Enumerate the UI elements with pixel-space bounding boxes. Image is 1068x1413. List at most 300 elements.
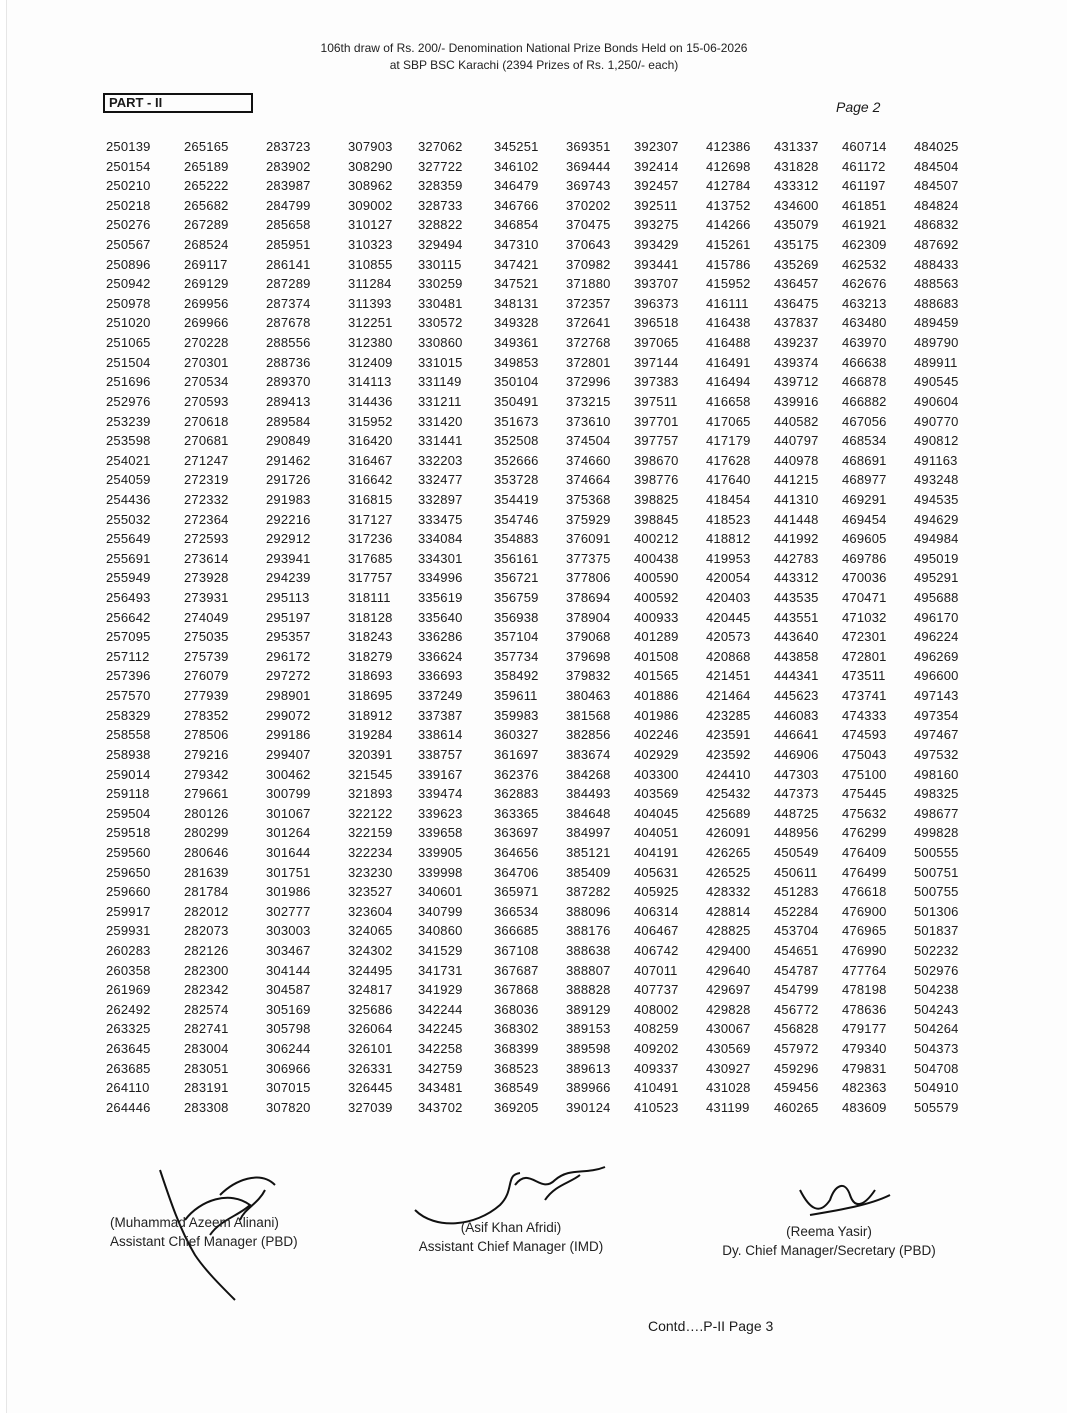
table-row (106, 1098, 966, 1118)
prize-number: 393707 (634, 276, 679, 292)
signature-3 (790, 1170, 900, 1230)
prize-number: 475632 (842, 805, 887, 821)
prize-number: 362883 (494, 786, 539, 802)
prize-number: 312409 (348, 354, 393, 370)
prize-number: 372768 (566, 335, 611, 351)
signatory-name: (Reema Yasir) (786, 1224, 872, 1239)
prize-number: 259660 (106, 884, 151, 900)
prize-number: 283723 (266, 139, 311, 154)
prize-number: 436457 (774, 276, 819, 292)
table-row (106, 647, 966, 667)
prize-number: 488683 (914, 295, 959, 311)
prize-number: 291726 (266, 472, 311, 488)
prize-number: 388828 (566, 982, 611, 998)
prize-number: 468691 (842, 452, 887, 468)
prize-number: 297272 (266, 668, 311, 684)
prize-number: 475100 (842, 766, 887, 782)
prize-number: 361697 (494, 746, 539, 762)
table-row (106, 627, 966, 647)
prize-number: 323604 (348, 903, 393, 919)
prize-number: 335619 (418, 590, 463, 606)
prize-number: 448956 (774, 825, 819, 841)
prize-number: 331149 (418, 374, 462, 390)
prize-number: 312251 (348, 315, 393, 331)
prize-number: 317685 (348, 550, 393, 566)
prize-number: 396373 (634, 295, 679, 311)
prize-number: 263325 (106, 1021, 151, 1037)
prize-number: 282300 (184, 962, 229, 978)
prize-number: 466878 (842, 374, 887, 390)
prize-number: 390124 (566, 1099, 611, 1115)
prize-number: 501306 (914, 903, 959, 919)
prize-number: 484025 (914, 139, 959, 154)
prize-number: 356759 (494, 590, 539, 606)
prize-number: 254059 (106, 472, 151, 488)
prize-number: 281639 (184, 864, 229, 880)
prize-number: 300799 (266, 786, 311, 802)
prize-number: 349361 (494, 335, 539, 351)
prize-number: 374504 (566, 433, 611, 449)
prize-number: 258938 (106, 746, 151, 762)
prize-number: 294239 (266, 570, 311, 586)
table-row (106, 176, 966, 196)
prize-number: 476990 (842, 942, 887, 958)
prize-number: 468534 (842, 433, 887, 449)
prize-number: 357104 (494, 629, 539, 645)
prize-number: 310127 (348, 217, 393, 233)
prize-number: 439237 (774, 335, 819, 351)
prize-number: 341731 (418, 962, 463, 978)
prize-number: 467056 (842, 413, 887, 429)
table-row (106, 745, 966, 765)
prize-number: 448725 (774, 805, 819, 821)
table-row (106, 157, 966, 177)
page-number: Page 2 (836, 99, 881, 115)
prize-number: 316815 (348, 491, 393, 507)
prize-number: 259650 (106, 864, 151, 880)
prize-number: 339905 (418, 844, 463, 860)
prize-number: 318128 (348, 609, 393, 625)
prize-number: 349853 (494, 354, 539, 370)
prize-number: 311393 (348, 295, 392, 311)
prize-number: 378904 (566, 609, 611, 625)
prize-number: 250139 (106, 139, 151, 154)
continued-note: Contd….P-II Page 3 (648, 1318, 774, 1334)
prize-number: 490770 (914, 413, 959, 429)
prize-number: 416438 (706, 315, 751, 331)
prize-number: 420403 (706, 590, 751, 606)
prize-number: 364656 (494, 844, 539, 860)
prize-number: 429828 (706, 1001, 751, 1017)
prize-number: 479340 (842, 1041, 887, 1057)
prize-number: 279342 (184, 766, 229, 782)
prize-number: 255649 (106, 531, 151, 547)
prize-number: 309002 (348, 197, 393, 213)
prize-number: 251696 (106, 374, 151, 390)
prize-number: 505579 (914, 1099, 959, 1115)
prize-number: 328359 (418, 178, 463, 194)
prize-number: 312380 (348, 335, 393, 351)
prize-number: 282126 (184, 942, 229, 958)
prize-number: 374664 (566, 472, 611, 488)
prize-number: 383674 (566, 746, 611, 762)
prize-number: 447373 (774, 786, 819, 802)
table-row (106, 1000, 966, 1020)
prize-number: 428825 (706, 923, 751, 939)
prize-number: 250978 (106, 295, 151, 311)
prize-number: 368302 (494, 1021, 539, 1037)
prize-number: 257570 (106, 688, 151, 704)
prize-number: 304144 (266, 962, 311, 978)
prize-number: 259504 (106, 805, 151, 821)
prize-number: 474333 (842, 707, 887, 723)
prize-number: 401565 (634, 668, 679, 684)
prize-number: 342759 (418, 1060, 463, 1076)
prize-number: 275035 (184, 629, 229, 645)
prize-number: 352666 (494, 452, 539, 468)
prize-number: 401886 (634, 688, 679, 704)
prize-number: 477764 (842, 962, 887, 978)
prize-number: 457972 (774, 1041, 819, 1057)
prize-number: 423591 (706, 727, 751, 743)
table-row (106, 1019, 966, 1039)
prize-number: 274049 (184, 609, 229, 625)
prize-number: 473511 (842, 668, 886, 684)
prize-number: 400438 (634, 550, 679, 566)
table-row (106, 274, 966, 294)
prize-number: 332897 (418, 491, 463, 507)
prize-number: 334301 (418, 550, 463, 566)
prize-number: 332203 (418, 452, 463, 468)
prize-number: 303467 (266, 942, 311, 958)
prize-number: 253598 (106, 433, 151, 449)
prize-number: 265222 (184, 178, 229, 194)
prize-number: 250218 (106, 197, 151, 213)
prize-number: 324065 (348, 923, 393, 939)
prize-number: 484824 (914, 197, 959, 213)
table-row (106, 215, 966, 235)
prize-number: 494984 (914, 531, 959, 547)
prize-number: 270593 (184, 393, 229, 409)
prize-number: 259518 (106, 825, 151, 841)
prize-number: 258558 (106, 727, 151, 743)
prize-number: 397383 (634, 374, 679, 390)
prize-number: 347421 (494, 256, 539, 272)
prize-number: 316642 (348, 472, 393, 488)
prize-number: 490604 (914, 393, 959, 409)
prize-number: 295197 (266, 609, 311, 625)
prize-number: 443858 (774, 648, 819, 664)
signatory-name: (Asif Khan Afridi) (460, 1220, 562, 1235)
prize-number: 402246 (634, 727, 679, 743)
prize-number: 338614 (418, 727, 463, 743)
prize-number: 369205 (494, 1099, 539, 1115)
prize-number: 283004 (184, 1041, 229, 1057)
prize-number: 385409 (566, 864, 611, 880)
table-row (106, 255, 966, 275)
prize-number: 334996 (418, 570, 463, 586)
prize-number: 278352 (184, 707, 229, 723)
prize-number: 331015 (418, 354, 463, 370)
prize-number: 366685 (494, 923, 539, 939)
prize-number: 498325 (914, 786, 959, 802)
prize-number: 407011 (634, 962, 678, 978)
prize-number: 425689 (706, 805, 751, 821)
prize-number: 402929 (634, 746, 679, 762)
prize-number: 304587 (266, 982, 311, 998)
prize-number: 307903 (348, 139, 393, 154)
prize-number: 293941 (266, 550, 311, 566)
prize-number: 359611 (494, 688, 538, 704)
prize-number: 504243 (914, 1001, 959, 1017)
prize-number: 257112 (106, 648, 150, 664)
table-row (106, 137, 966, 157)
prize-number: 504910 (914, 1080, 959, 1096)
prize-number: 461921 (842, 217, 887, 233)
prize-number: 442783 (774, 550, 819, 566)
prize-number: 413752 (706, 197, 751, 213)
prize-number: 440797 (774, 433, 819, 449)
prize-number: 466638 (842, 354, 887, 370)
prize-number: 372641 (566, 315, 611, 331)
signatory-name: (Muhammad Azeem Alinani) (110, 1215, 279, 1230)
prize-number: 285951 (266, 237, 311, 253)
prize-number: 496269 (914, 648, 959, 664)
prize-number: 283191 (184, 1080, 229, 1096)
prize-number: 339998 (418, 864, 463, 880)
prize-number: 421464 (706, 688, 751, 704)
prize-number: 500755 (914, 884, 959, 900)
prize-number: 439374 (774, 354, 819, 370)
prize-number: 337249 (418, 688, 463, 704)
prize-number: 478636 (842, 1001, 887, 1017)
prize-number: 405925 (634, 884, 679, 900)
prize-number: 498677 (914, 805, 959, 821)
prize-number: 431028 (706, 1080, 751, 1096)
prize-number: 290849 (266, 433, 311, 449)
prize-number: 273928 (184, 570, 229, 586)
table-row (106, 706, 966, 726)
prize-number: 342244 (418, 1001, 463, 1017)
table-row (106, 568, 966, 588)
prize-number: 250942 (106, 276, 151, 292)
prize-number: 486832 (914, 217, 959, 233)
prize-number: 301644 (266, 844, 311, 860)
prize-number: 296172 (266, 648, 311, 664)
prize-number: 364706 (494, 864, 539, 880)
table-row (106, 490, 966, 510)
prize-number: 498160 (914, 766, 959, 782)
prize-number: 365971 (494, 884, 539, 900)
prize-number: 414266 (706, 217, 751, 233)
prize-number: 368036 (494, 1001, 539, 1017)
prize-number: 343481 (418, 1080, 463, 1096)
prize-number: 282012 (184, 903, 229, 919)
prize-number: 469454 (842, 511, 887, 527)
table-row (106, 431, 966, 451)
prize-number: 301264 (266, 825, 311, 841)
prize-number: 476618 (842, 884, 887, 900)
prize-number: 276079 (184, 668, 229, 684)
prize-number: 264110 (106, 1080, 150, 1096)
prize-number: 292216 (266, 511, 311, 527)
prize-number: 370982 (566, 256, 611, 272)
prize-number: 408259 (634, 1021, 679, 1037)
prize-number: 504264 (914, 1021, 959, 1037)
table-row (106, 470, 966, 490)
prize-number: 430067 (706, 1021, 751, 1037)
prize-number: 372996 (566, 374, 611, 390)
prize-number: 446083 (774, 707, 819, 723)
prize-number: 433312 (774, 178, 819, 194)
prize-number: 346102 (494, 158, 539, 174)
prize-number: 314436 (348, 393, 393, 409)
prize-number: 299186 (266, 727, 311, 743)
prize-number: 397757 (634, 433, 679, 449)
prize-number: 496170 (914, 609, 959, 625)
prize-number: 292912 (266, 531, 311, 547)
prize-number: 409202 (634, 1041, 679, 1057)
table-row (106, 529, 966, 549)
prize-number: 310855 (348, 256, 393, 272)
prize-number: 289413 (266, 393, 311, 409)
prize-number: 443551 (774, 609, 819, 625)
prize-number: 434600 (774, 197, 819, 213)
prize-number: 401289 (634, 629, 679, 645)
prize-number: 283987 (266, 178, 311, 194)
signatory-3 (706, 1222, 952, 1260)
prize-number: 384648 (566, 805, 611, 821)
prize-number: 443640 (774, 629, 819, 645)
prize-number: 469605 (842, 531, 887, 547)
prize-number: 363365 (494, 805, 539, 821)
prize-number: 270681 (184, 433, 229, 449)
prize-number: 379698 (566, 648, 611, 664)
prize-number: 331441 (418, 433, 463, 449)
part-label: PART - II (103, 93, 253, 113)
prize-number: 288556 (266, 335, 311, 351)
prize-number: 469786 (842, 550, 887, 566)
prize-number: 305169 (266, 1001, 311, 1017)
prize-number: 410523 (634, 1099, 679, 1115)
table-row (106, 823, 966, 843)
prize-number: 504373 (914, 1041, 959, 1057)
prize-number: 461851 (842, 197, 887, 213)
prize-number: 474593 (842, 727, 887, 743)
prize-number: 283902 (266, 158, 311, 174)
prize-number: 404191 (634, 844, 679, 860)
prize-number: 311284 (348, 276, 392, 292)
prize-number: 397144 (634, 354, 679, 370)
prize-number: 416488 (706, 335, 751, 351)
prize-number: 353728 (494, 472, 539, 488)
prize-number: 459296 (774, 1060, 819, 1076)
prize-number: 450549 (774, 844, 819, 860)
prize-number: 316420 (348, 433, 393, 449)
prize-number: 443535 (774, 590, 819, 606)
prize-number: 375929 (566, 511, 611, 527)
prize-number: 469291 (842, 491, 887, 507)
prize-number: 484507 (914, 178, 959, 194)
prize-number: 416658 (706, 393, 751, 409)
prize-number: 320391 (348, 746, 393, 762)
prize-number: 404045 (634, 805, 679, 821)
prize-number: 342245 (418, 1021, 463, 1037)
prize-number: 370475 (566, 217, 611, 233)
prize-number: 269966 (184, 315, 229, 331)
prize-number: 317127 (348, 511, 393, 527)
prize-number: 332477 (418, 472, 463, 488)
prize-number: 321893 (348, 786, 393, 802)
prize-number: 502976 (914, 962, 959, 978)
prize-number: 462532 (842, 256, 887, 272)
prize-number: 282073 (184, 923, 229, 939)
prize-number: 291462 (266, 452, 311, 468)
signatory-title: Assistant Chief Manager (IMD) (418, 1239, 604, 1254)
prize-number: 401986 (634, 707, 679, 723)
prize-number: 336286 (418, 629, 463, 645)
prize-number: 489911 (914, 354, 958, 370)
prize-number: 314113 (348, 374, 392, 390)
prize-number: 259917 (106, 903, 151, 919)
signatory-1 (110, 1213, 298, 1251)
prize-number: 384493 (566, 786, 611, 802)
prize-number: 441215 (774, 472, 819, 488)
prize-number: 475445 (842, 786, 887, 802)
prize-number: 380463 (566, 688, 611, 704)
prize-number: 323527 (348, 884, 393, 900)
prize-number: 476299 (842, 825, 887, 841)
table-row (106, 294, 966, 314)
prize-number: 400590 (634, 570, 679, 586)
prize-number: 295113 (266, 590, 310, 606)
prize-number: 440978 (774, 452, 819, 468)
prize-number: 359983 (494, 707, 539, 723)
prize-number: 339623 (418, 805, 463, 821)
prize-number: 342258 (418, 1041, 463, 1057)
prize-number: 279216 (184, 746, 229, 762)
prize-number: 299072 (266, 707, 311, 723)
prize-number: 331211 (418, 393, 462, 409)
prize-number: 280299 (184, 825, 229, 841)
prize-number: 487692 (914, 237, 959, 253)
prize-number: 371880 (566, 276, 611, 292)
prize-number: 420868 (706, 648, 751, 664)
prize-number: 330572 (418, 315, 463, 331)
prize-number: 493248 (914, 472, 959, 488)
table-row (106, 804, 966, 824)
prize-number: 415261 (706, 237, 751, 253)
prize-number: 269117 (184, 256, 228, 272)
prize-number: 324302 (348, 942, 393, 958)
prize-number: 265189 (184, 158, 229, 174)
prize-number: 347521 (494, 276, 539, 292)
prize-number: 431337 (774, 139, 819, 154)
prize-number: 301067 (266, 805, 311, 821)
prize-number: 489459 (914, 315, 959, 331)
prize-number: 423285 (706, 707, 751, 723)
prize-number: 250276 (106, 217, 151, 233)
prize-number: 470036 (842, 570, 887, 586)
prize-number: 250210 (106, 178, 151, 194)
prize-number: 397511 (634, 393, 678, 409)
prize-number: 269129 (184, 276, 229, 292)
prize-number: 398670 (634, 452, 679, 468)
table-row (106, 921, 966, 941)
prize-number: 440582 (774, 413, 819, 429)
prize-number: 454651 (774, 942, 819, 958)
prize-number: 479177 (842, 1021, 887, 1037)
